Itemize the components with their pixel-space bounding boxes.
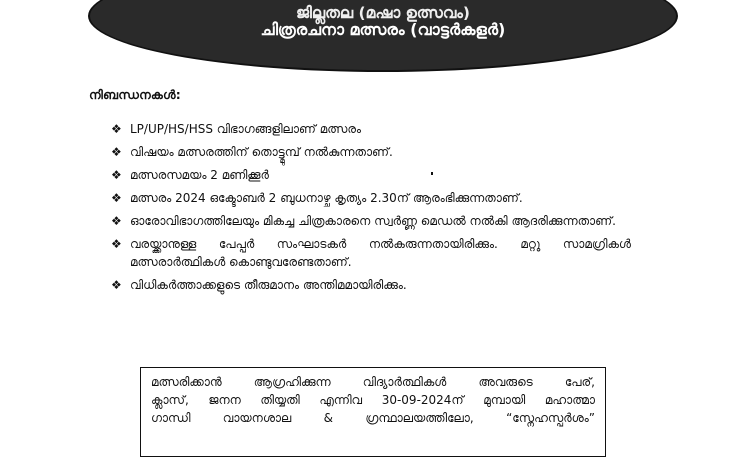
stray-mark bbox=[431, 172, 433, 175]
rule-text: വിഷയം മത്സരത്തിന് തൊട്ട്മുമ്പ് നൽകുന്നതാണ്. bbox=[130, 145, 393, 159]
rules-heading: നിബന്ധനകൾ: bbox=[89, 87, 181, 102]
diamond-star-icon: ❖ bbox=[111, 237, 122, 251]
notice-line: ക്ലാസ്, ജനന തിയ്യതി എന്നിവ 30-09-2024ന് മുമ്പായി മഹാത്മാ bbox=[151, 393, 595, 407]
rule-text: വിധികർത്താക്കളുടെ തീരുമാനം അന്തിമമായിരിക്കും. bbox=[130, 278, 407, 292]
rule-item bbox=[111, 120, 631, 138]
rule-text: മത്സരം 2024 ഒക്ടോബർ 2 ബുധനാഴ്ച കൃത്യം 2.30ന് ആരംഭിക്കുന്നതാണ്. bbox=[130, 191, 523, 205]
rule-text: വരയ്ക്കാനുള്ള പേപ്പർ സംഘാടകർ നൽകരുന്നതായിരിക്കും. മറ്റു സാമഗ്രികൾ മത്സരാർത്ഥികൾ കൊണ്ടുവരേണ്ടതാണ്. bbox=[130, 237, 631, 269]
rule-item bbox=[111, 189, 631, 207]
rule-item bbox=[111, 212, 631, 230]
rule-item bbox=[111, 166, 631, 184]
diamond-star-icon: ❖ bbox=[111, 168, 122, 182]
diamond-star-icon: ❖ bbox=[111, 122, 122, 136]
rule-item bbox=[111, 143, 631, 161]
diamond-star-icon: ❖ bbox=[111, 191, 122, 205]
rule-text: ഓരോവിഭാഗത്തിലേയും മികച്ച ചിത്രകാരനെ സ്വർണ്ണ മെഡൽ നൽകി ആദരിക്കുന്നതാണ്. bbox=[130, 214, 616, 228]
rule-text: LP/UP/HS/HSS വിഭാഗങ്ങളിലാണ് മത്സരം bbox=[130, 122, 361, 136]
rule-item bbox=[111, 235, 631, 271]
diamond-star-icon: ❖ bbox=[111, 278, 122, 292]
banner-title-line1: ജില്ലതല (മഷാ ഉത്സവം) bbox=[296, 4, 470, 22]
diamond-star-icon: ❖ bbox=[111, 214, 122, 228]
registration-notice-box bbox=[140, 367, 606, 457]
notice-line: മത്സരിക്കാൻ ആഗ്രഹിക്കുന്ന വിദ്യാർത്ഥികൾ അവരുടെ പേര്, bbox=[151, 375, 595, 389]
banner-title-line2: ചിത്രരചനാ മത്സരം (വാട്ടർകളർ) bbox=[260, 20, 506, 39]
rule-item bbox=[111, 276, 631, 294]
rules-list bbox=[111, 120, 631, 294]
notice-line: ഗാന്ധി വായനശാല & ഗ്രന്ഥാലയത്തിലോ, “സ്നേഹസ്പർശം” bbox=[151, 411, 595, 425]
rule-text: മത്സരസമയം 2 മണിക്കൂർ bbox=[130, 168, 269, 182]
title-banner bbox=[88, 0, 678, 72]
diamond-star-icon: ❖ bbox=[111, 145, 122, 159]
